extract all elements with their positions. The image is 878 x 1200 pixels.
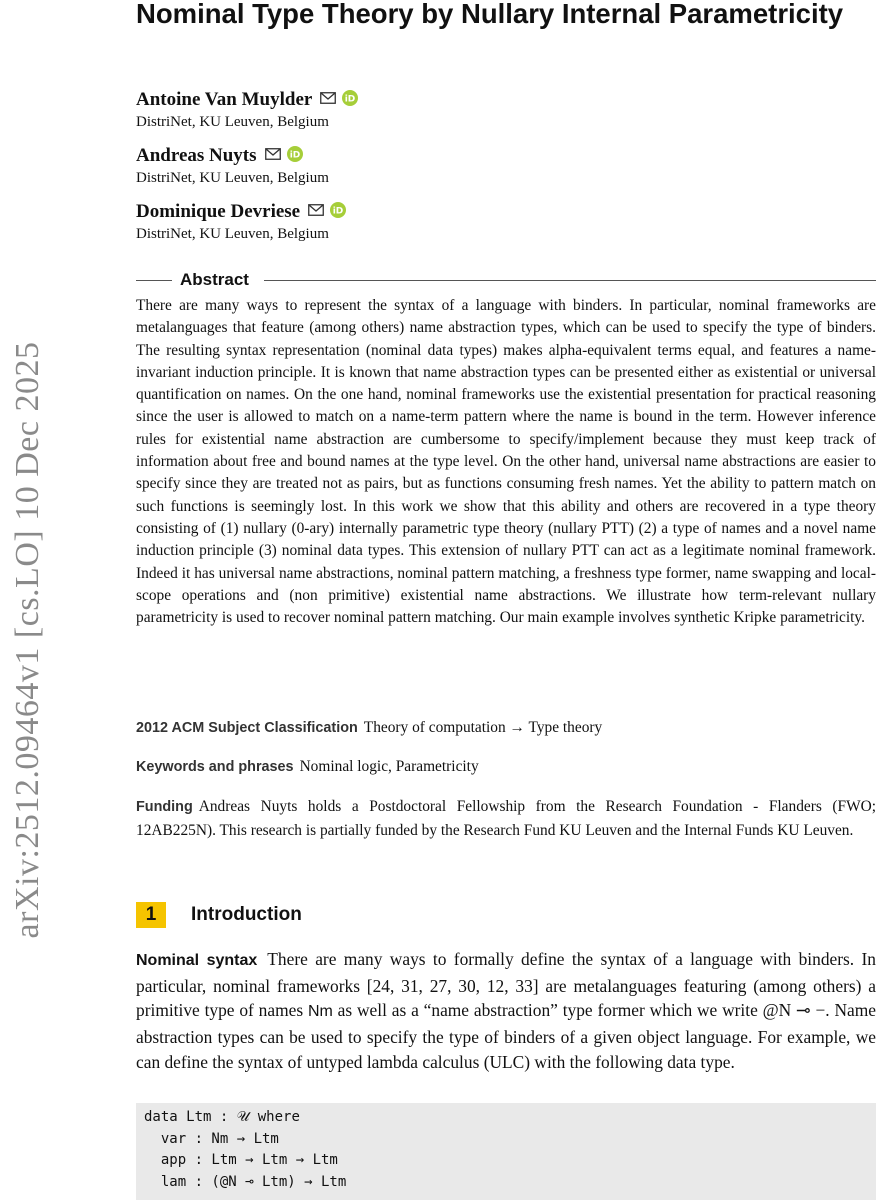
svg-text:iD: iD — [345, 94, 356, 104]
section-heading — [136, 900, 876, 930]
funding — [136, 795, 876, 843]
abstract-heading — [136, 270, 876, 290]
orcid-icon[interactable] — [287, 146, 303, 167]
envelope-icon[interactable] — [308, 203, 324, 221]
acm-value: Theory of computation → Type theory — [363, 719, 603, 736]
envelope-icon[interactable] — [320, 91, 336, 109]
author-name: Andreas Nuyts — [136, 145, 257, 166]
funding-label: Funding — [136, 799, 193, 815]
code-block — [136, 1103, 876, 1200]
acm-label: 2012 ACM Subject Classification — [136, 720, 358, 736]
code-line: data Ltm : 𝒰 where — [144, 1109, 300, 1125]
intro-text-a: There are many ways to formally define the syntax of a language with binders. In particular, nominal frameworks [24, 31, 27, 30, 12, 33] are metalanguages featuring (among others) a primitive type of names — [136, 949, 876, 1021]
author-name: Antoine Van Muylder — [136, 89, 313, 110]
keywords-label: Keywords and phrases — [136, 759, 294, 775]
abstract-rule-right — [264, 280, 876, 281]
svg-text:iD: iD — [289, 150, 300, 160]
funding-value: Andreas Nuyts holds a Postdoctoral Fellowship from the Research Foundation - Flanders (FWO; 12AB225N). This research is partially funded by the Research Fund KU Leuven and the Internal Funds KU Leuven. — [136, 798, 876, 839]
keywords-value: Nominal logic, Parametricity — [299, 758, 479, 775]
run-in-heading: Nominal syntax — [136, 952, 258, 969]
orcid-icon[interactable] — [330, 202, 346, 223]
arxiv-stamp-text: arXiv:2512.09464v1 [cs.LO] 10 Dec 2025 — [9, 341, 46, 939]
arxiv-stamp — [0, 0, 56, 1200]
nm-symbol: Nm — [307, 1003, 333, 1021]
code-line: lam : (@N ⊸ Ltm) → Ltm — [144, 1173, 347, 1190]
author-affiliation: DistriNet, KU Leuven, Belgium — [136, 226, 329, 242]
keywords — [136, 755, 876, 779]
abstract-rule-left — [136, 280, 172, 281]
code-line: app : Ltm → Ltm → Ltm — [144, 1152, 338, 1168]
intro-text-b: as well as a “name abstraction” type former which we write @N ⊸ −. Name abstraction types can be used to specify the type of binders of a given object language. For example, we can define the syntax of untyped lambda calculus (ULC) with the following data type. — [136, 1000, 876, 1072]
paper-title: Nominal Type Theory by Nullary Internal Parametricity — [136, 0, 844, 29]
orcid-icon[interactable] — [342, 90, 358, 111]
section-number: 1 — [136, 902, 166, 928]
acm-classification — [136, 716, 876, 740]
svg-text:iD: iD — [332, 206, 344, 216]
author-affiliation: DistriNet, KU Leuven, Belgium — [136, 170, 329, 186]
author-block — [136, 144, 876, 200]
author-block — [136, 200, 876, 256]
abstract-text: There are many ways to represent the syntax of a language with binders. In particular, nominal frameworks are metalanguages that feature (among others) name abstraction types, which can be used to specify the type of binders. The resulting syntax representation (nominal data types) makes alpha-equivalent terms equal, and features a name-invariant induction principle. It is known that name abstraction types can be presented either as existential or universal quantification on names. On the one hand, nominal frameworks use the existential presentation for practical reasoning since the user is allowed to match on a name-term pattern where the name is bound in the term. However inference rules for existential name abstraction are cumbersome to specify/implement because they must keep track of information about free and bound names at the type level. On the other hand, universal name abstractions are easier to specify since they are treated not as pairs, but as functions consuming fresh names. Yet the ability to pattern match on such functions is seemingly lost. In this work we show that this ability and others are recovered in a type theory consisting of (1) nullary (0-ary) internally parametric type theory (nullary PTT) (2) a type of names and a novel name induction principle (3) nominal data types. This extension of nullary PTT can act as a legitimate nominal framework. Indeed it has universal name abstractions, nominal pattern matching, a freshness type former, name swapping and local-scope operations and (non primitive) existential name abstractions. We illustrate how term-relevant nullary parametricity is used to recover nominal pattern matching. Our main example involves synthetic Kripke parametricity. — [136, 297, 876, 627]
author-list — [136, 88, 876, 256]
author-block — [136, 88, 876, 144]
intro-paragraph — [136, 947, 876, 1075]
section-title: Introduction — [191, 904, 302, 925]
author-affiliation: DistriNet, KU Leuven, Belgium — [136, 114, 329, 130]
code-line: var : Nm → Ltm — [144, 1130, 279, 1147]
author-name: Dominique Devriese — [136, 201, 301, 222]
abstract-label: Abstract — [180, 270, 249, 289]
envelope-icon[interactable] — [265, 147, 281, 165]
